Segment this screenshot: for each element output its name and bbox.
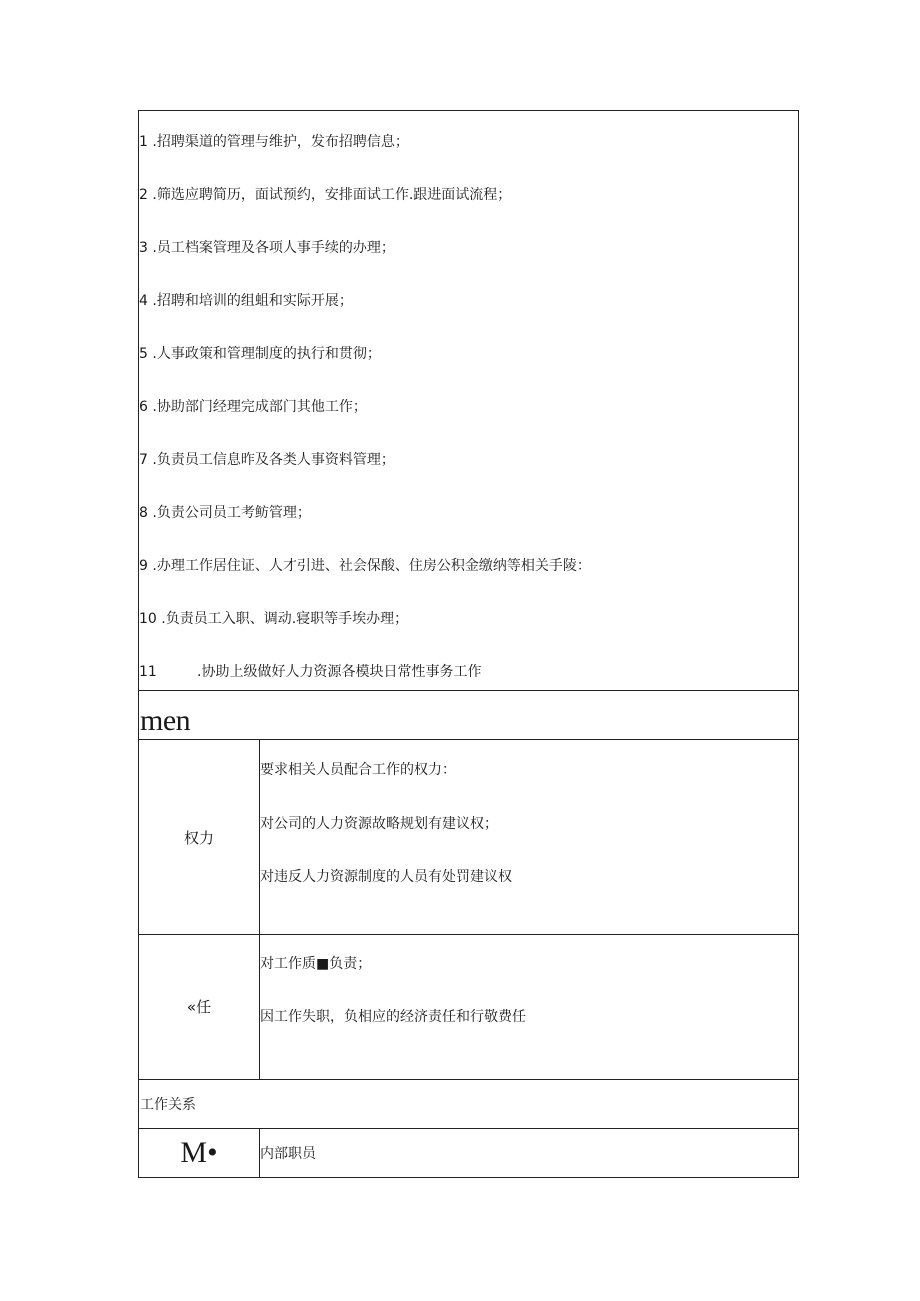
duty-item [139,451,395,469]
duty-text: .人事政策和管理制度的执行和贯彻； [152,346,381,362]
authority-label: 权力 [183,829,214,847]
duty-number: 6 [139,399,148,415]
duty-item [139,239,395,257]
duty-number: 10 [139,611,157,627]
duty-item [139,398,367,416]
relations-label: M• [180,1136,218,1169]
duty-number: 1 [139,134,148,150]
duty-text: .员工档案管理及各项人事手续的办理； [152,240,395,256]
responsibility-label: «任 [186,998,212,1016]
duty-text: .筛选应聘简历，面试预约，安排面试工作.跟进面试流程； [152,187,512,203]
table-divider [139,739,798,740]
job-description-table [138,110,799,1178]
relations-heading: 工作关系 [140,1097,196,1113]
duty-item [139,186,511,204]
authority-line: 要求相关人员配合工作的权力： [260,762,456,778]
duty-text: .招聘渠道的管理与维护，发布招聘信息； [152,134,409,150]
duty-text: .协助部门经理完成部门其他工作； [152,399,367,415]
table-divider [139,1128,798,1129]
duty-item [139,663,481,681]
duty-text: .招聘和培训的组蛆和实际开展； [152,293,353,309]
duty-text: .负责公司员工考鲂管理； [152,505,311,521]
section-heading: men [140,704,191,737]
duty-item [139,504,311,522]
responsibility-line: 因工作失职，负相应的经济责任和行敬费任 [260,1009,526,1025]
table-divider [139,1079,798,1080]
duty-number: 11 [139,664,157,680]
duty-item [139,345,381,363]
duty-number: 5 [139,346,148,362]
duty-text: .负责员工入职、调动.寝职等手埃办理； [161,611,409,627]
duty-text: .协助上级做好人力资源各模块日常性事务工作 [197,664,482,680]
duty-number: 4 [139,293,148,309]
duty-text: .负责员工信息昨及各类人事资料管理； [152,452,395,468]
duty-item [139,557,591,575]
duty-number: 9 [139,558,148,574]
duty-item [139,610,408,628]
authority-line: 对公司的人力资源故略规划有建议权； [260,816,498,832]
duty-text: .办理工作居住证、人才引进、社会保酸、住房公积金缴纳等相关手陵： [152,558,591,574]
table-divider [139,934,798,935]
authority-line: 对违反人力资源制度的人员有处罚建议权 [260,869,512,885]
duty-item [139,133,409,151]
duty-item [139,292,353,310]
duty-number: 3 [139,240,148,256]
relations-value: 内部职员 [260,1146,316,1162]
duty-number: 2 [139,187,148,203]
duty-number: 8 [139,505,148,521]
duty-number: 7 [139,452,148,468]
responsibility-line: 对工作质■负责； [260,956,372,972]
table-divider [139,690,798,691]
